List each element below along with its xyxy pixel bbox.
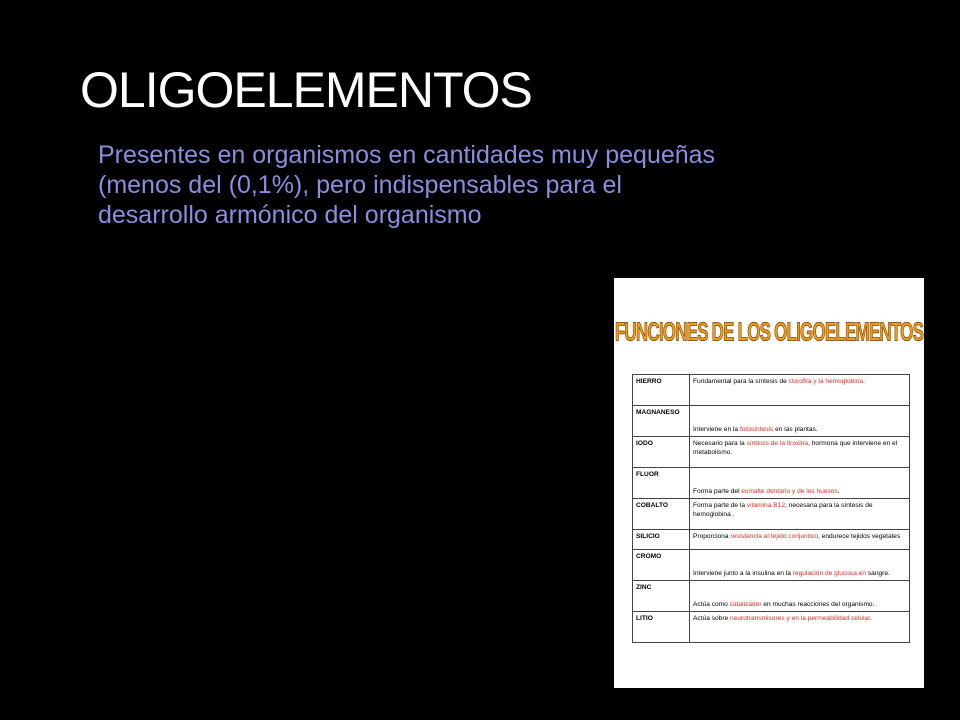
table-row	[633, 406, 910, 437]
slide-title: OLIGOELEMENTOS	[80, 62, 532, 118]
highlight-text: vitamina B12	[746, 502, 785, 509]
table-row	[633, 550, 910, 581]
element-function: Interviene en la fotosíntesis en las plantas.	[690, 406, 910, 437]
highlight-text: clorofila y la hemoglobina	[788, 378, 864, 385]
element-function: Forma parte de la vitamina B12, necesaria para la síntesis de hemoglobina .	[690, 499, 910, 530]
table-row	[633, 437, 910, 468]
table-row	[633, 530, 910, 550]
table-image-title: FUNCIONES DE LOS OLIGOELEMENTOS	[614, 318, 924, 347]
element-name: FLUOR	[633, 468, 690, 499]
slide-body-text: Presentes en organismos en cantidades muy pequeñas (menos del (0,1%), pero indispensables para el desarrollo armónico del organismo	[98, 141, 716, 229]
element-function: Actúa como catalizador en muchas reacciones del organismo.	[690, 581, 910, 612]
element-function: Fundamental para la síntesis de clorofila y la hemoglobina.	[690, 375, 910, 406]
element-function: Forma parte del esmalte dentario y de los huesos.	[690, 468, 910, 499]
element-name: MAGNANESO	[633, 406, 690, 437]
table-row	[633, 612, 910, 643]
highlight-text: catalizador	[729, 601, 762, 608]
element-name: COBALTO	[633, 499, 690, 530]
element-function: Interviene junto a la insulina en la regulación de glucosa en sangre.	[690, 550, 910, 581]
table-row	[633, 499, 910, 530]
highlight-text: resistencia al tejido conjuntivo	[730, 533, 818, 540]
table-row	[633, 581, 910, 612]
element-name: CROMO	[633, 550, 690, 581]
functions-table	[632, 374, 910, 643]
element-name: ZINC	[633, 581, 690, 612]
element-name: IODO	[633, 437, 690, 468]
highlight-text: regulación de glucosa en	[792, 570, 867, 577]
table-row	[633, 468, 910, 499]
element-name: LITIO	[633, 612, 690, 643]
highlight-text: fotosíntesis	[739, 426, 774, 433]
element-name: HIERRO	[633, 375, 690, 406]
table-row	[633, 375, 910, 406]
element-function: Proporciona resistencia al tejido conjuntivo, endurece tejidos vegetales	[690, 530, 910, 550]
element-function: Necesario para la síntesis de la tiroxina, hormona que interviene en el metabolismo.	[690, 437, 910, 468]
highlight-text: síntesis de la tiroxina	[746, 440, 809, 447]
highlight-text: neurotransmisores y en la permeabilidad celular	[730, 615, 871, 622]
element-name: SILICIO	[633, 530, 690, 550]
element-function: Actúa sobre neurotransmisores y en la permeabilidad celular.	[690, 612, 910, 643]
oligoelementos-table-image	[614, 278, 924, 688]
highlight-text: esmalte dentario y de los huesos	[741, 488, 838, 495]
